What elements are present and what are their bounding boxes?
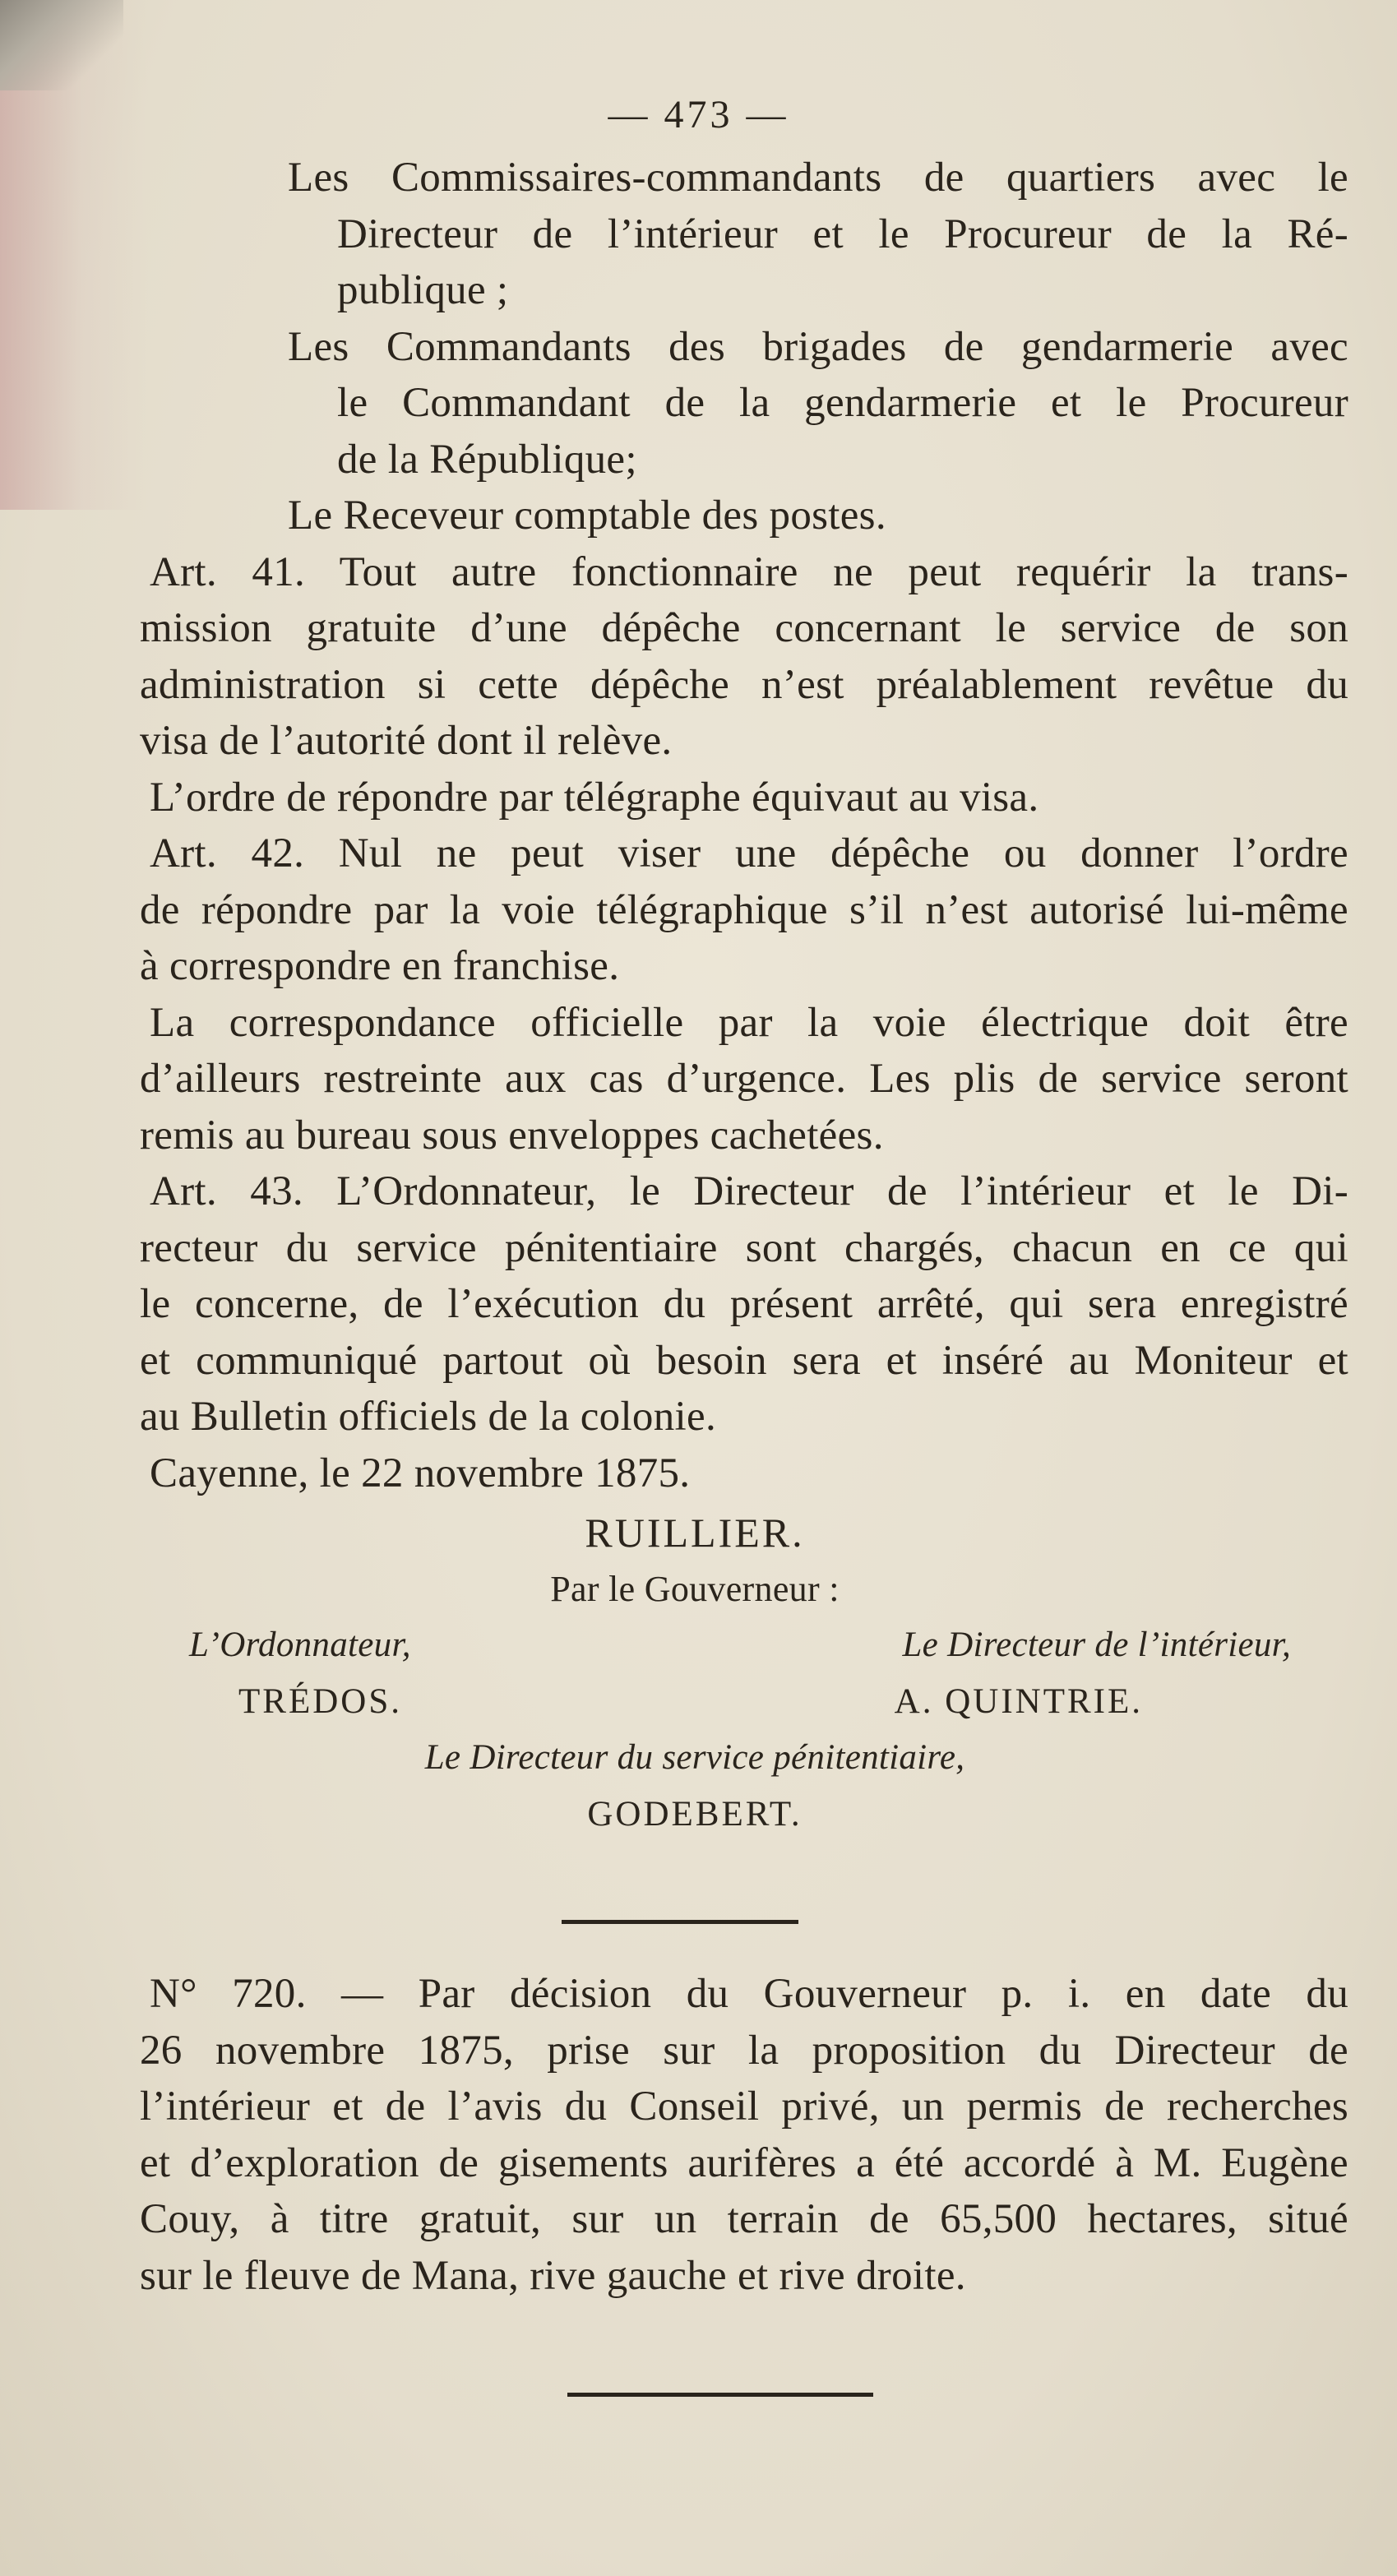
decision-line: sur le fleuve de Mana, rive gauche et rive droite. [140,2252,966,2299]
decision-line: N° 720. — Par décision du Gouverneur p. i. en date du [150,1971,1348,2017]
decision-line: Couy, à titre gratuit, sur un terrain de 65,500 hectares, situé [140,2196,1348,2242]
penitentiaire-title: Le Directeur du service pénitentiaire, [424,1738,965,1777]
art43-line: le concerne, de l’exécution du présent arrêté, qui sera enregistré [140,1281,1348,1327]
decision-line: l’intérieur et de l’avis du Conseil privé, un permis de recherches [140,2083,1348,2130]
art43-line: recteur du service pénitentiaire sont chargés, chacun en ce qui [140,1224,1348,1271]
decision-line: et d’exploration de gisements aurifères a été accordé à M. Eugène [140,2139,1348,2186]
signatory-names [140,1674,1348,1731]
intro-line: publique ; [337,267,509,313]
art41-visa-line: L’ordre de répondre par télégraphe équivaut au visa. [150,774,1039,821]
art43-line: et communiqué partout où besoin sera et inséré au Moniteur et [140,1337,1348,1384]
art41-line: mission gratuite d’une dépêche concernant le service de son [140,605,1348,651]
folded-corner [0,0,123,90]
end-divider [567,2393,873,2397]
intro-line: le Commandant de la gendarmerie et le Procureur [337,380,1348,426]
article-text [140,90,1348,2304]
by-governor-label: Par le Gouverneur : [550,1568,840,1609]
intro-line: Les Commandants des brigades de gendarmerie avec [288,323,1348,370]
page-number: — 473 — [608,93,789,136]
ordonnateur-title: L’Ordonnateur, [189,1626,411,1664]
directeur-interieur-title: Le Directeur de l’intérieur, [902,1626,1291,1664]
intro-line: Le Receveur comptable des postes. [288,493,886,539]
penitentiaire-name: GODEBERT. [587,1794,803,1834]
art41-line: visa de l’autorité dont il relève. [140,718,673,764]
art41-line: Art. 41. Tout autre fonctionnaire ne peut requérir la trans- [150,548,1348,595]
section-divider [562,1920,798,1924]
art43-line: au Bulletin officiels de la colonie. [140,1394,716,1440]
directeur-interieur-name: A. QUINTRIE. [894,1681,1143,1721]
art42-line: d’ailleurs restreinte aux cas d’urgence. Les plis de service seront [140,1056,1348,1102]
art42-line: à correspondre en franchise. [140,943,620,989]
date-line: Cayenne, le 22 novembre 1875. [150,1450,691,1496]
art43-line: Art. 43. L’Ordonnateur, le Directeur de l’intérieur et le Di- [150,1168,1348,1214]
art42-line: Art. 42. Nul ne peut viser une dépêche ou donner l’ordre [150,830,1348,876]
art42-line: La correspondance officielle par la voie électrique doit être [150,999,1348,1046]
art42-line: de répondre par la voie télégraphique s’il n’est autorisé lui-même [140,886,1348,933]
ordonnateur-name: TRÉDOS. [238,1681,402,1721]
decision-line: 26 novembre 1875, prise sur la proposition du Directeur de [140,2027,1348,2074]
intro-line: Les Commissaires-commandants de quartiers avec le [288,155,1348,201]
art42-line: remis au bureau sous enveloppes cachetées. [140,1112,884,1159]
governor-signature: RUILLIER. [585,1510,805,1556]
signatory-titles [140,1617,1348,1674]
intro-line: Directeur de l’intérieur et le Procureur de la Ré- [337,210,1348,257]
intro-line: de la République; [337,436,637,483]
art41-line: administration si cette dépêche n’est préalablement revêtue du [140,661,1348,708]
